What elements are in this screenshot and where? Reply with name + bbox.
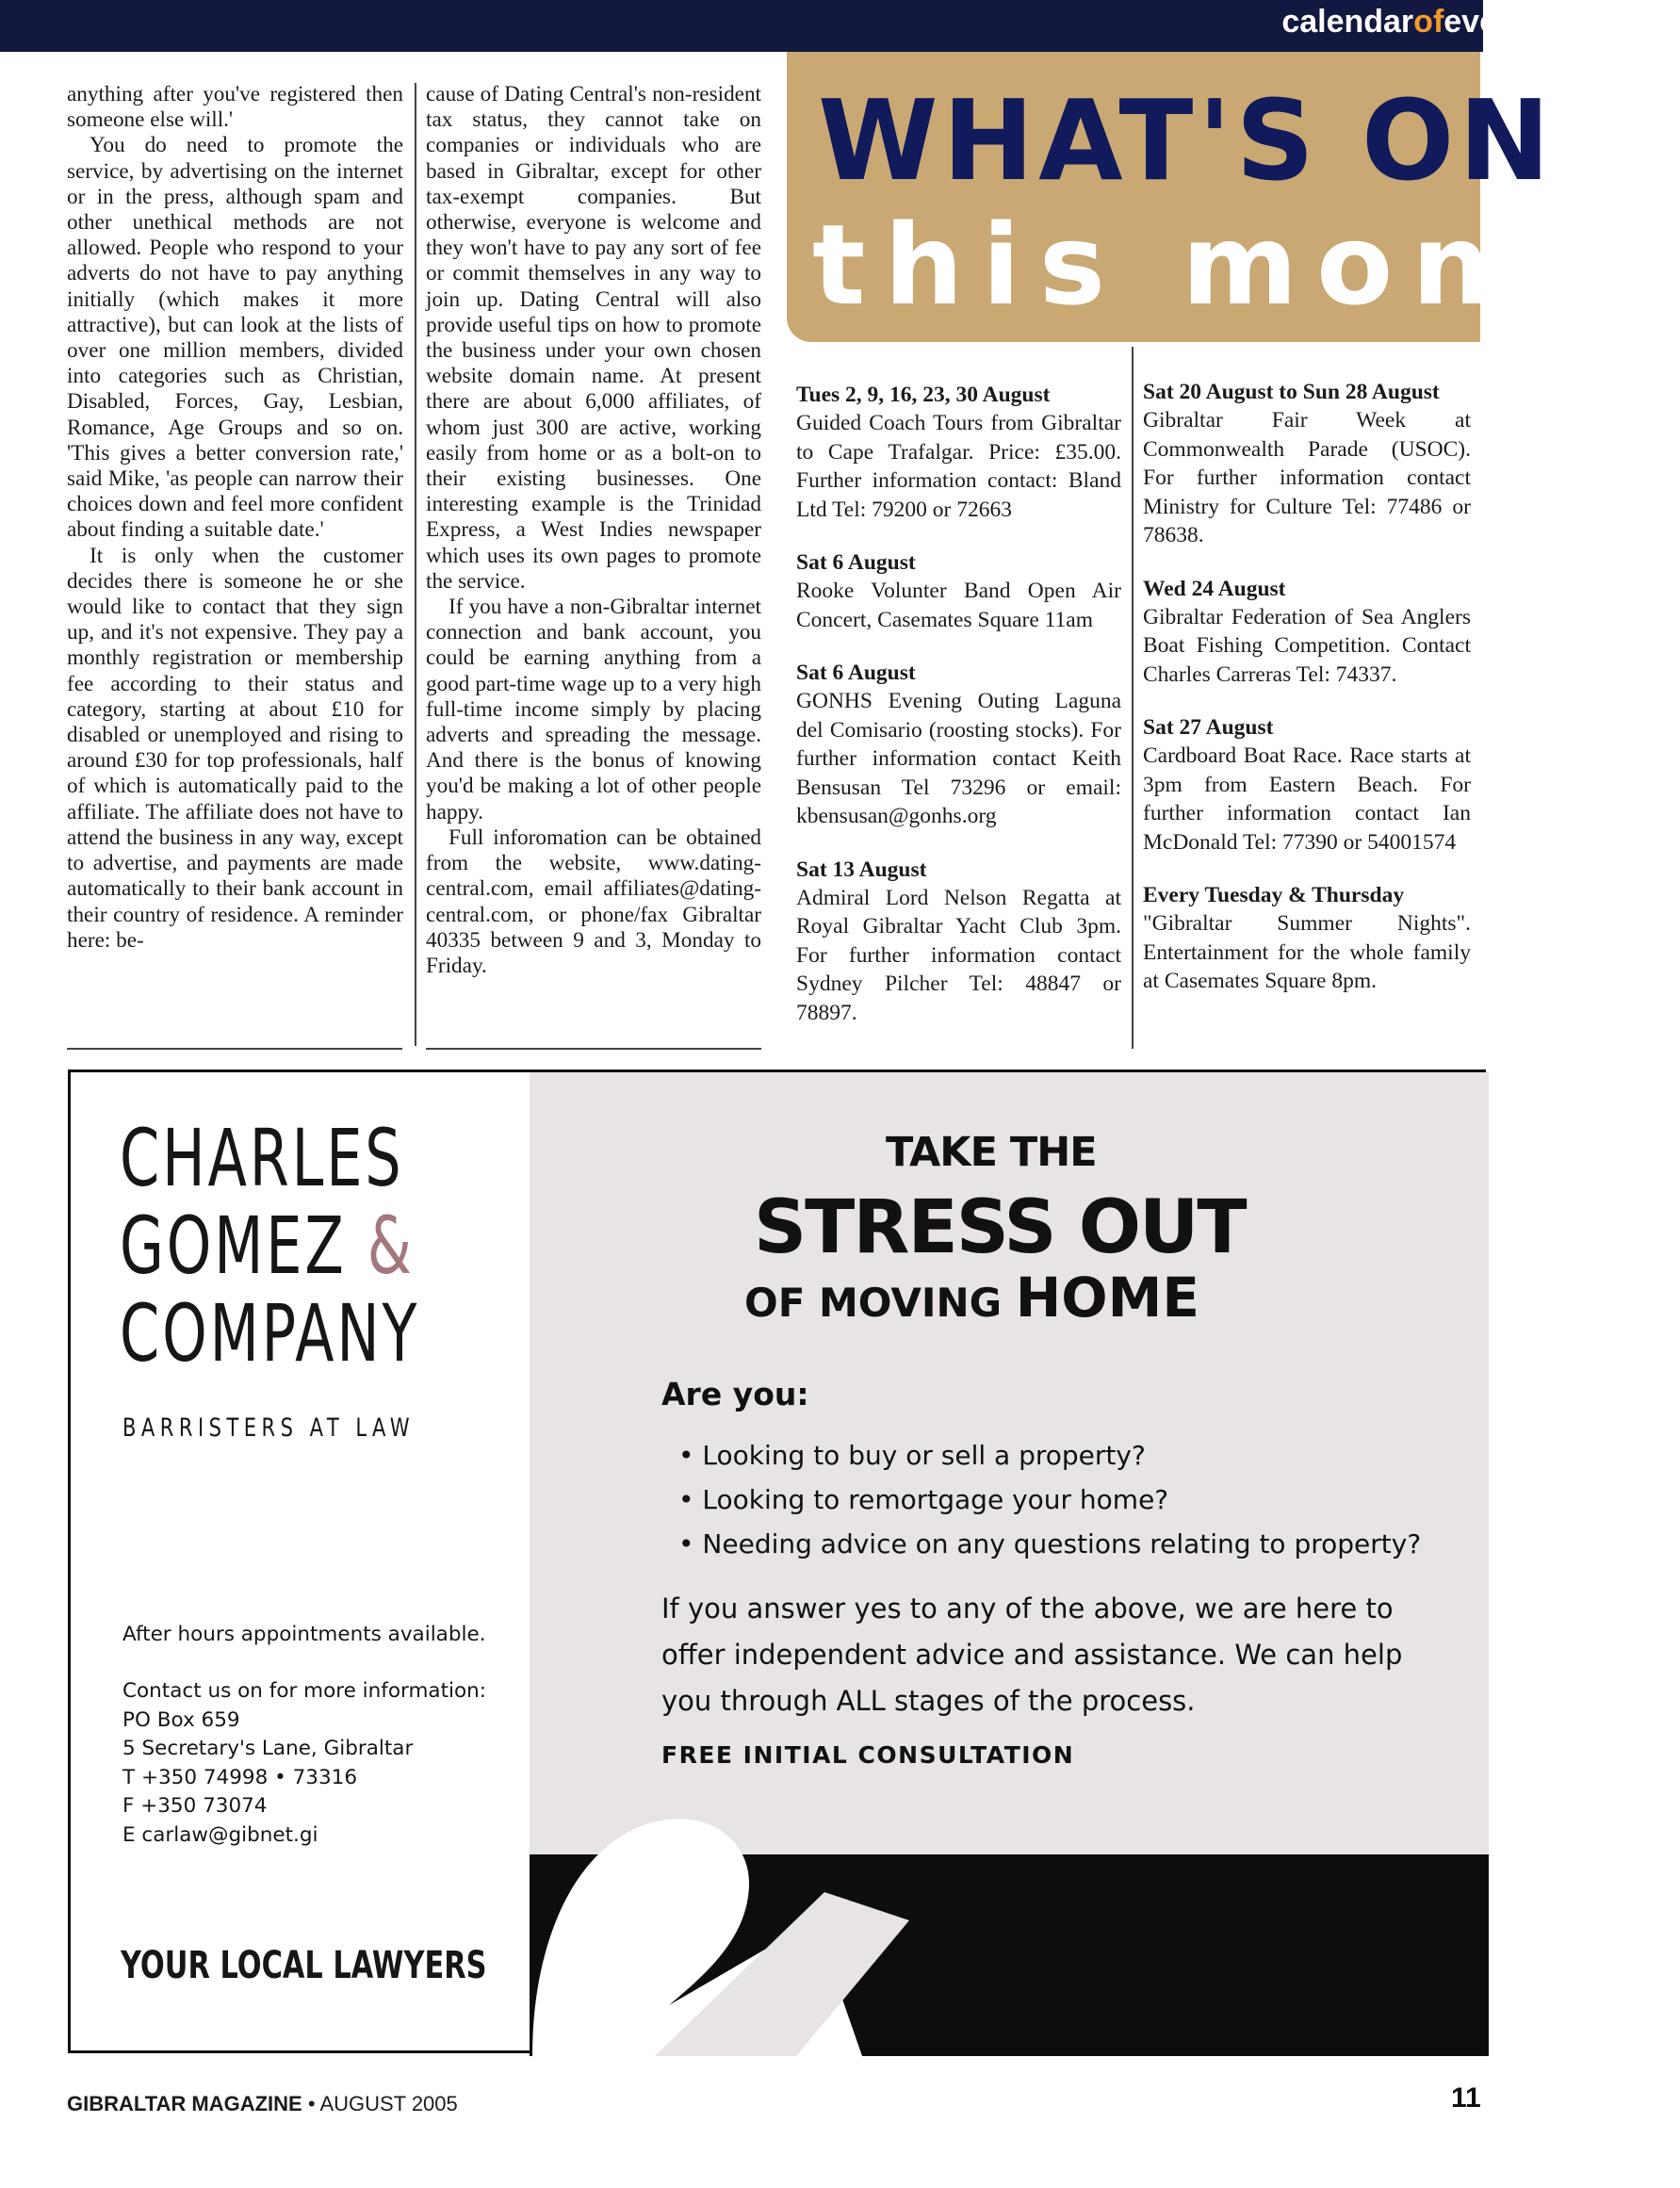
event-description: Gibraltar Federation of Sea Anglers Boat Fishing Competition. Contact Charles Carreras Tel: 74337. (1143, 604, 1471, 687)
banner-title: WHAT'S ON (818, 75, 1555, 205)
contact-details: Contact us on for more information: PO Box 659 5 Secretary's Lane, Gibraltar T +350 74998 • 73316 F +350 73074 E carlaw@gibnet.gi (122, 1679, 487, 1847)
event-item (796, 382, 1121, 524)
article-paragraph: It is only when the customer decides there is someone he or she would like to contact that they sign up, and it's not expensive. They pay a monthly registration or membership fee according to their status and category, starting at about £10 for disabled or unemployed and rising to around £30 for top professionals, half of which is automatically paid to the affiliate. The affiliate does not have to attend the business in any way, except to advertise, and payments are made automatically to their bank account in their country of residence. A reminder here: be- (67, 543, 403, 953)
event-item (796, 660, 1121, 831)
ad-headline-top: TAKE THE (886, 1129, 1097, 1176)
article-column-1 (67, 82, 403, 954)
article-column-2 (426, 82, 761, 979)
article-paragraph: Full inforomation can be obtained from the website, www.dating-central.com, email affiliates@dating-central.com, or phone/fax Gibraltar 40335 between 9 and 3, Monday to Friday. (426, 825, 761, 978)
firm-subtitle: BARRISTERS AT LAW (122, 1413, 416, 1443)
ad-headline-bottom: OF MOVING HOME (744, 1265, 1199, 1330)
ad-bullet: • Looking to buy or sell a property? (678, 1433, 1421, 1478)
event-date: Wed 24 August (1143, 576, 1286, 601)
event-description: Gibraltar Fair Week at Commonwealth Parade (USOC). For further information contact Ministry for Culture Tel: 77486 or 78638. (1143, 408, 1471, 547)
ad-body-text: If you answer yes to any of the above, we are here to offer independent advice and assistance. We can help you through ALL stages of the process. (661, 1592, 1403, 1717)
event-item (1143, 882, 1471, 996)
event-date: Sat 6 August (796, 550, 916, 575)
article-paragraph: You do need to promote the service, by advertising on the internet or in the press, although spam and other unethical methods are not allowed. People who respond to your adverts do not have to pay anything initially (which makes it more attractive), but can look at the lists of over one million members, divided into categories such as Christian, Disabled, Forces, Gay, Lesbian, Romance, Age Groups and so on. 'This gives a better conversion rate,' said Mike, 'as people can narrow their choices down and feel more confident about finding a suitable date.' (67, 133, 403, 543)
event-item (796, 857, 1121, 1028)
ad-headline-main: STRESS OUT (754, 1185, 1246, 1270)
event-date: Sat 27 August (1143, 715, 1274, 740)
event-item (1143, 379, 1471, 550)
page-number: 11 (1451, 2082, 1481, 2114)
ad-bullet: • Looking to remortgage your home? (678, 1478, 1421, 1522)
event-date: Tues 2, 9, 16, 23, 30 August (796, 383, 1051, 407)
section-header-bar (0, 0, 1483, 52)
event-date: Sat 6 August (796, 661, 916, 685)
ad-bullet: • Needing advice on any questions relating to property? (678, 1522, 1421, 1566)
ad-call-to-action: FREE INITIAL CONSULTATION (661, 1741, 1075, 1769)
events-column-1 (796, 382, 1121, 1053)
law-firm-advertisement (68, 1070, 1486, 2053)
event-description: "Gibraltar Summer Nights". Entertainment for the whole family at Casemates Square 8pm. (1143, 911, 1471, 993)
banner-subtitle: this month (812, 200, 1680, 330)
event-date: Every Tuesday & Thursday (1143, 883, 1405, 907)
firm-name: CHARLES GOMEZ & COMPANY (120, 1112, 420, 1380)
section-header-label: calendarofevents (1281, 4, 1545, 40)
column-end-rule (67, 1048, 402, 1050)
event-item (1143, 714, 1471, 857)
event-description: Guided Coach Tours from Gibraltar to Cape Trafalgar. Price: £35.00. Further information contact: Bland Ltd Tel: 79200 or 72663 (796, 411, 1121, 522)
ad-bullet-list (678, 1433, 1421, 1566)
event-description: Rooke Volunter Band Open Air Concert, Casemates Square 11am (796, 579, 1121, 632)
column-divider (415, 83, 416, 1046)
article-paragraph: cause of Dating Central's non-resident tax status, they cannot take on companies or individuals who are based in Gibraltar, except for other tax-exempt companies. But otherwise, everyone is welcome and they won't have to pay any sort of fee or commit themselves in any way to join up. Dating Central will also provide useful tips on how to promote the business under your own chosen website domain name. At present there are about 6,000 affiliates, of whom just 300 are active, working easily from home or as a bolt-on to their existing businesses. One interesting example is the Trinidad Express, a West Indies newspaper which uses its own pages to promote the service. (426, 82, 761, 594)
article-paragraph: anything after you've registered then someone else will.' (67, 82, 403, 133)
footer-magazine: GIBRALTAR MAGAZINE • AUGUST 2005 (67, 2092, 458, 2115)
firm-tagline: YOUR LOCAL LAWYERS (121, 1944, 487, 1987)
event-date: Sat 20 August to Sun 28 August (1143, 380, 1440, 404)
event-date: Sat 13 August (796, 857, 927, 882)
article-paragraph: If you have a non-Gibraltar internet connection and bank account, you could be earning anything from a good part-time wage up to a very high full-time income simply by placing adverts and spreading the message. And there is the bonus of knowing you'd be making a lot of other people happy. (426, 595, 761, 825)
event-description: Cardboard Boat Race. Race starts at 3pm from Eastern Beach. For further information contact Ian McDonald Tel: 77390 or 54001574 (1143, 743, 1471, 855)
column-end-rule (426, 1048, 761, 1050)
event-description: GONHS Evening Outing Laguna del Comisario (roosting stocks). For further information contact Keith Bensusan Tel 73296 or email: kbensusan@gonhs.org (796, 689, 1121, 828)
event-item (1143, 576, 1471, 690)
events-divider (1132, 347, 1134, 1049)
events-column-2 (1143, 379, 1471, 1021)
event-item (796, 549, 1121, 634)
ad-question: Are you: (661, 1376, 809, 1412)
event-description: Admiral Lord Nelson Regatta at Royal Gibraltar Yacht Club 3pm. For further information contact Sydney Pilcher Tel: 48847 or 78897. (796, 885, 1121, 1025)
after-hours-note: After hours appointments available. (122, 1623, 486, 1646)
